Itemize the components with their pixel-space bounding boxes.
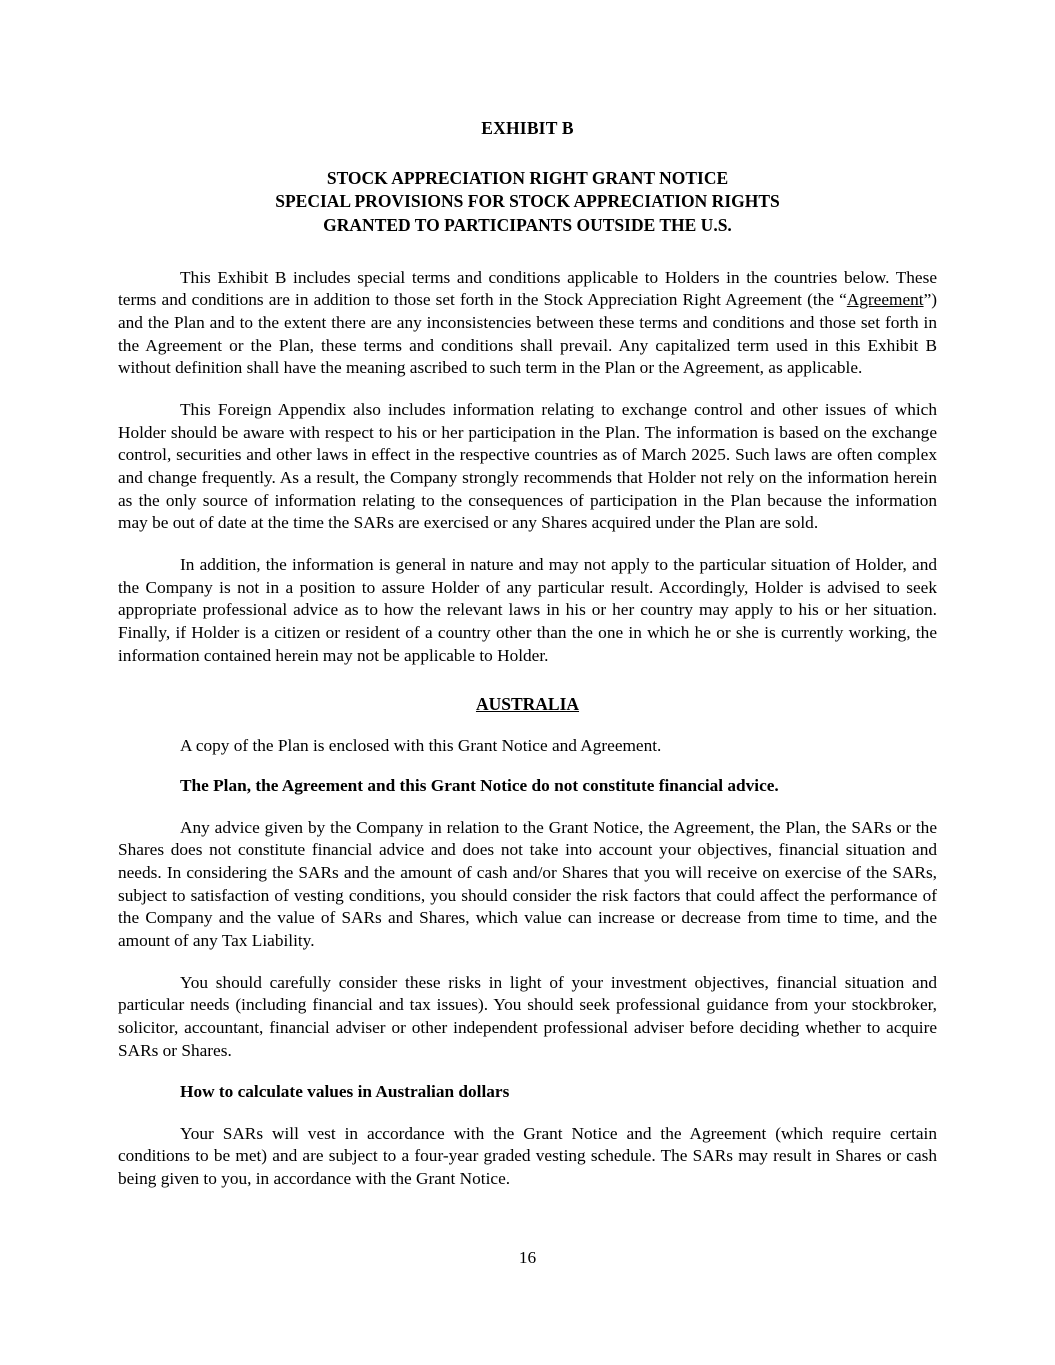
agreement-defined-term: Agreement	[846, 290, 924, 310]
australia-paragraph-1: A copy of the Plan is enclosed with this Grant Notice and Agreement.	[180, 736, 662, 756]
intro-paragraph-1	[118, 267, 937, 380]
subtitle-line-2: SPECIAL PROVISIONS FOR STOCK APPRECIATION RIGHTS	[275, 191, 780, 212]
intro-paragraph-2: This Foreign Appendix also includes information relating to exchange control and other issues of which Holder should be aware with respect to his or her participation in the Plan. The information is based on the exchange control, securities and other laws in effect in the respective countries as of March 2025. Such laws are often complex and change frequently. As a result, the Company strongly recommends that Holder not rely on the information herein as the only source of information relating to the consequences of participation in the Plan because the information may be out of date at the time the SARs are exercised or any Shares acquired under the Plan are sold.	[118, 400, 937, 533]
country-heading-australia: AUSTRALIA	[475, 694, 580, 715]
australia-paragraph-4: Your SARs will vest in accordance with the Grant Notice and the Agreement (which require certain conditions to be met) and are subject to a four-year graded vesting schedule. The SARs may result in Shares or cash being given to you, in accordance with the Grant Notice.	[118, 1123, 937, 1189]
subtitle-line-1: STOCK APPRECIATION RIGHT GRANT NOTICE	[326, 168, 729, 188]
subtitle-line-3: GRANTED TO PARTICIPANTS OUTSIDE THE U.S.	[323, 214, 732, 235]
australia-subheading: How to calculate values in Australian dollars	[180, 1082, 510, 1102]
australia-bold-statement: The Plan, the Agreement and this Grant Notice do not constitute financial advice.	[180, 775, 779, 795]
page-number: 16	[518, 1248, 537, 1267]
document-subtitle	[118, 167, 937, 237]
intro-paragraph-1-part-1: This Exhibit B includes special terms and conditions applicable to Holders in the countries below. These terms and conditions are in addition to those set forth in the Stock Appreciation Right Agreement (the “	[118, 267, 937, 310]
intro-paragraph-3: In addition, the information is general in nature and may not apply to the particular situation of Holder, and the Company is not in a position to assure Holder of any particular result. Accordingly, Holder is advised to seek appropriate professional advice as to how the relevant laws in his or her country may apply to his or her situation. Finally, if Holder is a citizen or resident of a country other than the one in which he or she is currently working, the information contained herein may not be applicable to Holder.	[118, 555, 937, 665]
australia-paragraph-2: Any advice given by the Company in relation to the Grant Notice, the Agreement, the Plan, the SARs or the Shares does not constitute financial advice and does not take into account your objectives, financial situation and needs. In considering the SARs and the amount of cash and/or Shares that you will receive on exercise of the SARs, subject to satisfaction of vesting conditions, you should consider the risk factors that could affect the performance of the Company and the value of SARs and Shares, which value can increase or decrease from time to time, and the amount of any Tax Liability.	[118, 817, 937, 950]
page-title: EXHIBIT B	[481, 118, 574, 138]
australia-paragraph-3: You should carefully consider these risks in light of your investment objectives, financial situation and particular needs (including financial and tax issues). You should seek professional guidance from your stockbroker, solicitor, accountant, financial adviser or other independent professional adviser before deciding whether to acquire SARs or Shares.	[118, 972, 937, 1060]
intro-paragraph-1-part-2: ”) and the Plan and to the extent there are any inconsistencies between these terms and conditions and those set forth in the Agreement or the Plan, these terms and conditions shall prevail. Any capitalized term used in this Exhibit B without definition shall have the meaning ascribed to such term in the Plan or the Agreement, as applicable.	[118, 290, 937, 378]
